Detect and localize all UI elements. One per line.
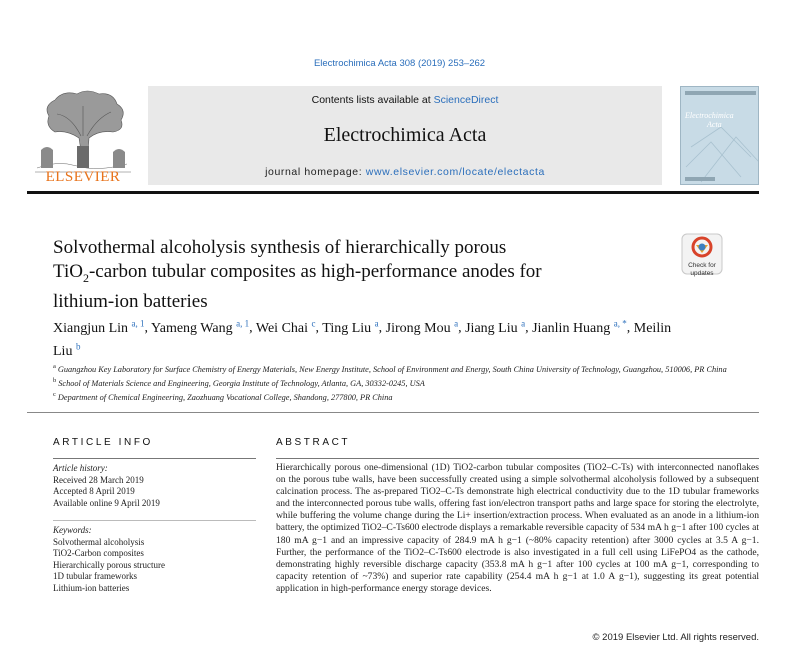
affiliation-mark: c <box>53 390 56 398</box>
sciencedirect-link[interactable]: ScienceDirect <box>433 94 499 106</box>
author-name: Yameng Wang <box>151 320 233 336</box>
cover-art <box>681 87 759 185</box>
title-tio: TiO <box>53 261 83 282</box>
keywords-rule <box>53 520 256 521</box>
affiliation-mark: b <box>53 376 57 384</box>
contents-line <box>148 94 662 106</box>
title-line-2-rest: -carbon tubular composites as high-performance anodes for <box>88 261 542 282</box>
keyword-item: Hierarchically porous structure <box>53 559 165 570</box>
keyword-item: TiO2-Carbon composites <box>53 548 144 558</box>
history-accepted: Accepted 8 April 2019 <box>53 486 135 496</box>
journal-citation[interactable]: Electrochimica Acta 308 (2019) 253–262 <box>313 58 486 69</box>
author-name: Ting Liu <box>322 320 372 336</box>
abstract-heading: ABSTRACT <box>276 437 351 448</box>
author[interactable] <box>255 318 316 336</box>
author-name: Jiang Liu <box>465 320 518 336</box>
author-affil-mark[interactable]: a, 1 <box>131 318 145 328</box>
contents-prefix: Contents lists available at <box>311 94 434 106</box>
section-rule <box>27 412 759 413</box>
article-history <box>53 463 263 509</box>
author-affil-mark[interactable]: a <box>374 318 379 328</box>
history-online: Available online 9 April 2019 <box>53 497 160 508</box>
journal-banner <box>148 86 662 185</box>
history-received: Received 28 March 2019 <box>53 474 144 485</box>
title-line-2 <box>53 260 653 290</box>
title-line-3: lithium-ion batteries <box>53 290 208 312</box>
author[interactable] <box>53 318 145 336</box>
title-subscript: 2 <box>82 270 89 285</box>
homepage-link[interactable]: www.elsevier.com/locate/electacta <box>365 166 545 178</box>
keywords-label: Keywords: <box>53 525 92 535</box>
author-name: Jirong Mou <box>385 320 451 336</box>
keyword-item: 1D tubular frameworks <box>53 571 137 581</box>
affiliation-text: Department of Chemical Engineering, Zaozhuang Vocational College, Shandong, 277800, PR China <box>57 392 393 402</box>
author[interactable] <box>322 318 379 336</box>
author[interactable] <box>151 318 250 336</box>
author-affil-mark[interactable]: a, * <box>613 318 627 328</box>
copyright-notice: © 2019 Elsevier Ltd. All rights reserved. <box>592 632 759 643</box>
author-list: Xiangjun Lin $^{a, 1}$, Yameng Wang $^{a, 1}$, Wei Chai $^c$, Ting Liu $^a$, Jirong Mou $^a$, Jiang Liu $^a$, Jianlin Huang $^{a, *}$, Meilin Liu $^b$ <box>53 318 672 360</box>
affiliation-mark: a <box>53 363 56 370</box>
author-name: Jianlin Huang <box>532 320 611 336</box>
keywords <box>53 525 263 594</box>
author-name: Xiangjun Lin <box>53 320 129 336</box>
check-label-line2: updates <box>690 269 714 277</box>
author-affil-mark[interactable]: a <box>454 318 459 328</box>
author-affil-mark[interactable]: a, 1 <box>236 318 250 328</box>
homepage-prefix: journal homepage: <box>265 166 366 178</box>
affiliation-c <box>53 389 753 403</box>
author-affil-mark[interactable]: c <box>311 318 316 328</box>
author-affil-mark[interactable]: b <box>75 341 81 352</box>
journal-homepage <box>148 166 662 178</box>
check-for-updates-label[interactable] <box>676 262 728 277</box>
keyword-item: Lithium-ion batteries <box>53 582 130 593</box>
cover-title-line2: Acta <box>707 120 722 129</box>
affiliation-b <box>53 375 753 389</box>
header-rule <box>27 191 759 194</box>
title-line-1: Solvothermal alcoholysis synthesis of hierarchically porous <box>53 237 507 258</box>
author[interactable] <box>385 318 459 336</box>
article-title <box>53 236 653 314</box>
author[interactable] <box>465 318 526 336</box>
keyword-item: Solvothermal alcoholysis <box>53 536 145 547</box>
cover-title-line1: Electrochimica <box>685 111 734 120</box>
affiliation-text: School of Materials Science and Engineering, Georgia Institute of Technology, Atlanta, GA, 30332-0245, USA <box>58 378 425 388</box>
author[interactable] <box>532 318 627 336</box>
author-affil-mark[interactable]: a <box>521 318 526 328</box>
history-label: Article history: <box>53 463 108 473</box>
cover-title <box>685 111 734 129</box>
article-info-rule <box>53 458 256 459</box>
journal-cover-thumbnail[interactable] <box>680 86 759 185</box>
article-info-heading: ARTICLE INFO <box>53 437 153 448</box>
abstract-text: Hierarchically porous one-dimensional (1D) TiO2-carbon tubular composites (TiO2–C-Ts) with interconnected nanoflakes on the porous tube walls, have been successfully created using a simple solvothermal alcoholysis followed by a subsequent calcination process. The as-prepared TiO2–C-Ts demonstrate high electrical conductivity due to the 1D tubular frameworks and the interconnected porous tube walls, offering fast ion/electron transport paths and large space for storing the electrolyte, while buffering the volume change during the Li+ insertion/extraction process. When evaluated as an anode in a lithium-ion battery, the optimized TiO2–C-Ts600 electrode displays a remarkable reversible capacity of 534 mA h g−1 after 100 cycles at 180 mA g−1 and an impressive capacity of 284.9 mA h g−1 (~80% capacity retention) after 3000 cycles at 3.5 A g−1. Further, the performance of the TiO2–C-Ts600 electrode is also investigated in a full cell using LiFePO4 as the cathode, demonstrating highly reversible discharge capacity (353.8 mA h g−1 after 100 cycles at 100 mA g−1, corresponding to capacity retention of ~73%) and superior rate capability (254.4 mA h g−1 at 1.0 A g−1), suggesting its great potential application in high-performance energy storage devices. <box>276 462 759 594</box>
elsevier-wordmark: ELSEVIER <box>45 169 121 185</box>
affiliations <box>53 361 753 402</box>
author-name: Meilin Liu <box>53 320 672 360</box>
affiliation-text: Guangzhou Key Laboratory for Surface Chemistry of Energy Materials, New Energy Institute, School of Environment and Energy, South China University of Technology, Guangzhou, 510006, PR China <box>57 364 727 374</box>
abstract-rule <box>276 458 759 459</box>
check-label-line1: Check for <box>688 262 716 269</box>
journal-name: Electrochimica Acta <box>323 124 487 146</box>
author-name: Wei Chai <box>255 320 309 336</box>
affiliation-a <box>53 361 753 375</box>
